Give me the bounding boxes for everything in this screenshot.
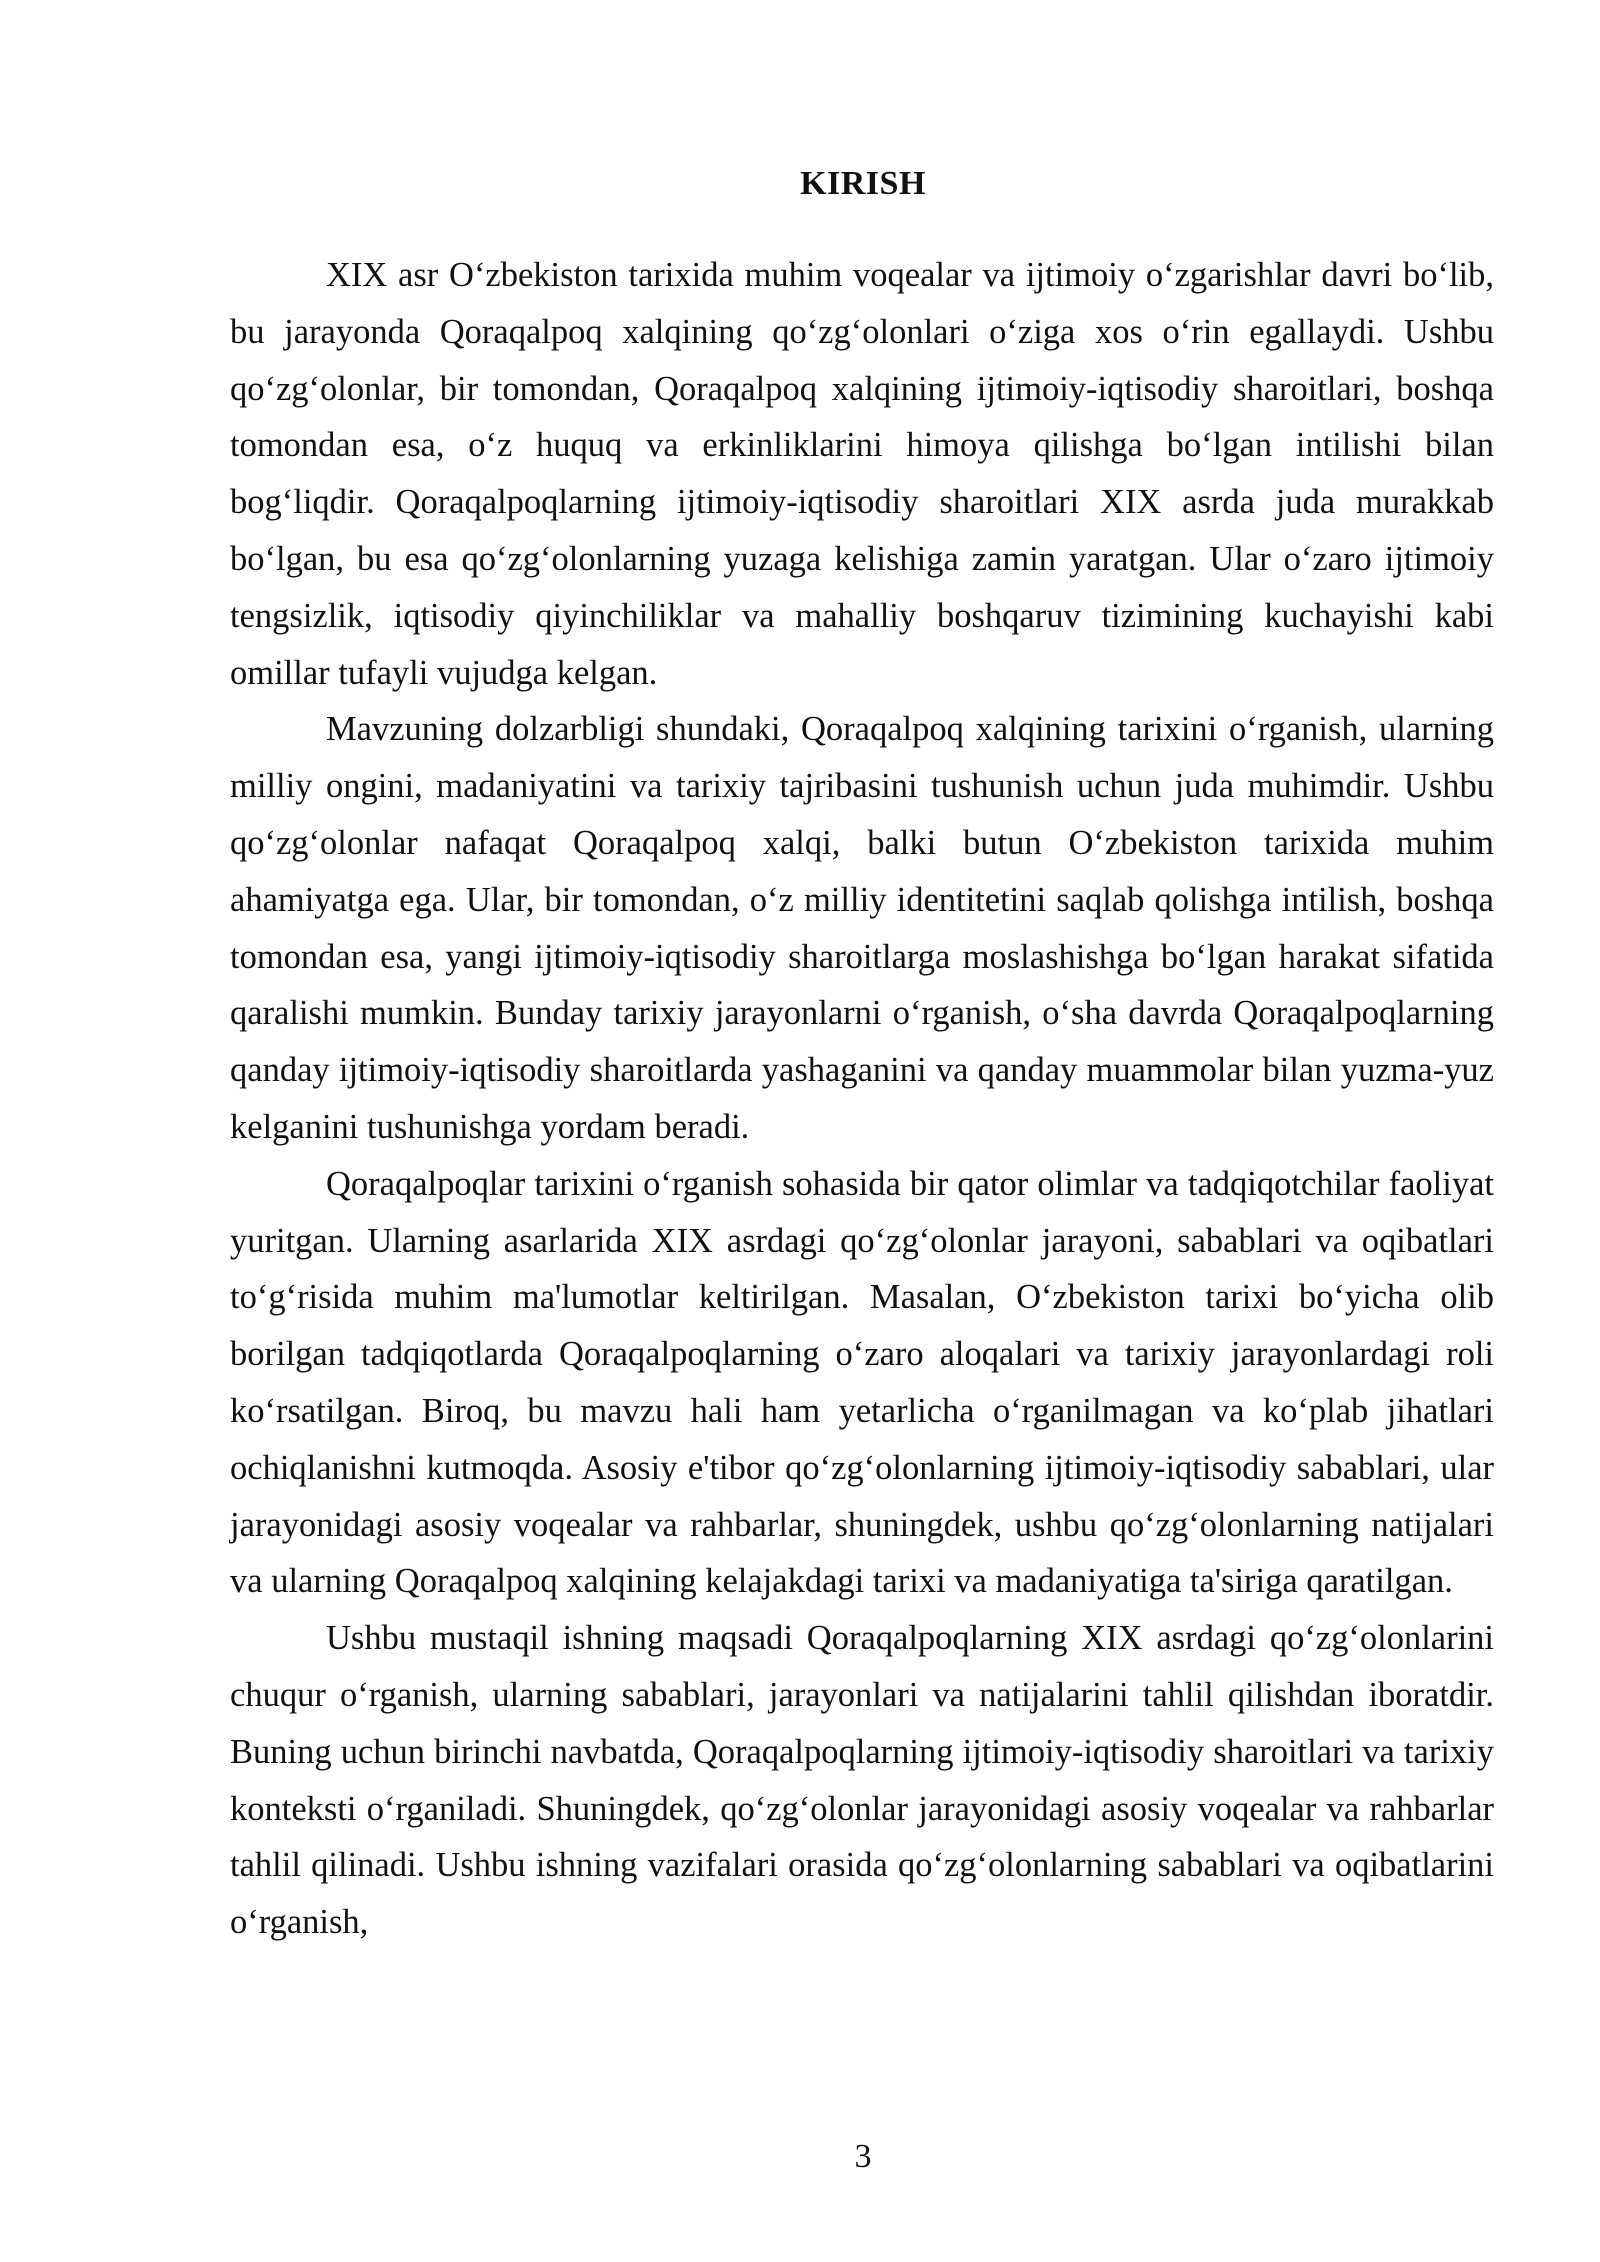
paragraph-2: Mavzuning dolzarbligi shundaki, Qoraqalpoq xalqining tarixini o‘rganish, ularning milliy ongini, madaniyatini va tarixiy tajribasini tushunish uchun juda muhimdir. Ushbu qo‘zg‘olonlar nafaqat Qoraqalpoq xalqi, balki butun O‘zbekiston tarixida muhim ahamiyatga ega. Ular, bir tomondan, o‘z milliy identitetini saqlab qolishga intilish, boshqa tomondan esa, yangi ijtimoiy-iqtisodiy sharoitlarga moslashishga bo‘lgan harakat sifatida qaralishi mumkin. Bunday tarixiy jarayonlarni o‘rganish, o‘sha davrda Qoraqalpoqlarning qanday ijtimoiy-iqtisodiy sharoitlarda yashaganini va qanday muammolar bilan yuzma-yuz kelganini tushunishga yordam beradi. (230, 710, 1494, 1146)
body-text (230, 247, 1494, 1951)
page-number: 3 (854, 2138, 872, 2175)
paragraph-3: Qoraqalpoqlar tarixini o‘rganish sohasida bir qator olimlar va tadqiqotchilar faoliyat yuritgan. Ularning asarlarida XIX asrdagi qo‘zg‘olonlar jarayoni, sabablari va oqibatlari to‘g‘risida muhim ma'lumotlar keltirilgan. Masalan, O‘zbekiston tarixi bo‘yicha olib borilgan tadqiqotlarda Qoraqalpoqlarning o‘zaro aloqalari va tarixiy jarayonlardagi roli ko‘rsatilgan. Biroq, bu mavzu hali ham yetarlicha o‘rganilmagan va ko‘plab jihatlari ochiqlanishni kutmoqda. Asosiy e'tibor qo‘zg‘olonlarning ijtimoiy-iqtisodiy sabablari, ular jarayonidagi asosiy voqealar va rahbarlar, shuningdek, ushbu qo‘zg‘olonlarning natijalari va ularning Qoraqalpoq xalqining kelajakdagi tarixi va madaniyatiga ta'siriga qaratilgan. (230, 1164, 1494, 1601)
section-title: KIRISH (800, 165, 926, 202)
paragraph-1: XIX asr O‘zbekiston tarixida muhim voqealar va ijtimoiy o‘zgarishlar davri bo‘lib, bu jarayonda Qoraqalpoq xalqining qo‘zg‘olonlari o‘ziga xos o‘rin egallaydi. Ushbu qo‘zg‘olonlar, bir tomondan, Qoraqalpoq xalqining ijtimoiy-iqtisodiy sharoitlari, boshqa tomondan esa, o‘z huquq va erkinliklarini himoya qilishga bo‘lgan intilishi bilan bog‘liqdir. Qoraqalpoqlarning ijtimoiy-iqtisodiy sharoitlari XIX asrda juda murakkab bo‘lgan, bu esa qo‘zg‘olonlarning yuzaga kelishiga zamin yaratgan. Ular o‘zaro ijtimoiy tengsizlik, iqtisodiy qiyinchiliklar va mahalliy boshqaruv tizimining kuchayishi kabi omillar tufayli vujudga kelgan. (230, 256, 1494, 692)
paragraph-4: Ushbu mustaqil ishning maqsadi Qoraqalpoqlarning XIX asrdagi qo‘zg‘olonlarini chuqur o‘rganish, ularning sabablari, jarayonlari va natijalarini tahlil qilishdan iboratdir. Buning uchun birinchi navbatda, Qoraqalpoqlarning ijtimoiy-iqtisodiy sharoitlari va tarixiy konteksti o‘rganiladi. Shuningdek, qo‘zg‘olonlar jarayonidagi asosiy voqealar va rahbarlar tahlil qilinadi. Ushbu ishning vazifalari orasida qo‘zg‘olonlarning sabablari va oqibatlarini o‘rganish, (230, 1619, 1494, 1942)
